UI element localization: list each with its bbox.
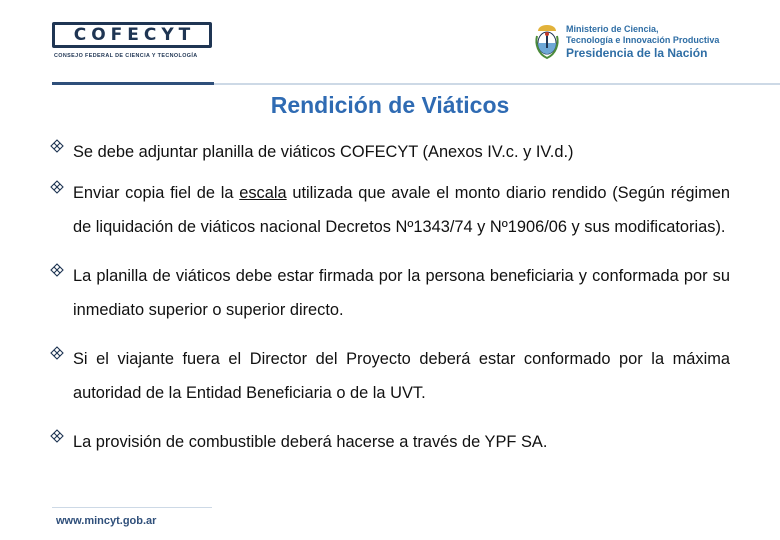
bullet-item — [50, 135, 730, 170]
bullet-text: Se debe adjuntar planilla de viáticos COFECYT (Anexos IV.c. y IV.d.) — [73, 143, 574, 161]
footer-divider — [52, 507, 212, 508]
diamond-bullet-icon — [50, 263, 64, 277]
bullet-text-part: Enviar copia fiel de la — [73, 183, 240, 202]
bullet-item — [50, 342, 730, 411]
diamond-bullet-icon — [50, 180, 64, 194]
bullet-text: La planilla de viáticos debe estar firmada por la persona beneficiaria y conformada por su inmediato superior o superior directo. — [73, 266, 730, 319]
ministry-line-3: Presidencia de la Nación — [566, 46, 708, 60]
diamond-bullet-icon — [50, 429, 64, 443]
ministry-line-1: Ministerio de Ciencia, — [566, 24, 659, 34]
escala-underlined-word: escala — [239, 183, 287, 202]
header-divider-accent — [52, 82, 214, 85]
diamond-bullet-icon — [50, 139, 64, 153]
bullet-item — [50, 259, 730, 328]
cofecyt-logo-word: COFECYT — [73, 25, 196, 45]
bullet-text: Si el viajante fuera el Director del Proyecto deberá estar conformado por la máxima autoridad de la Entidad Beneficiaria o de la UVT. — [73, 349, 730, 402]
cofecyt-logo-box — [52, 22, 212, 48]
bullet-item — [50, 425, 730, 460]
argentina-coat-of-arms-icon — [534, 24, 560, 60]
slide-title: Rendición de Viáticos — [270, 92, 510, 118]
bullet-list — [50, 135, 730, 459]
diamond-bullet-icon — [50, 346, 64, 360]
slide-header — [0, 0, 780, 86]
bullet-item — [50, 176, 730, 245]
ministry-text — [566, 24, 719, 60]
bullet-text — [73, 176, 730, 245]
footer-url[interactable]: www.mincyt.gob.ar — [56, 515, 157, 527]
ministry-line-2: Tecnología e Innovación Productiva — [566, 35, 720, 45]
cofecyt-logo-subtitle: CONSEJO FEDERAL DE CIENCIA Y TECNOLOGÍA — [54, 53, 198, 59]
ministry-logo — [534, 22, 744, 64]
cofecyt-logo — [52, 22, 218, 64]
bullet-text: La provisión de combustible deberá hacerse a través de YPF SA. — [73, 432, 548, 451]
bullet-text-part: utilizada que avale el monto diario rendido (Según régimen de liquidación de viáticos nacional Decretos Nº1343/74 y Nº1906/06 y sus modificatorias). — [73, 183, 730, 236]
